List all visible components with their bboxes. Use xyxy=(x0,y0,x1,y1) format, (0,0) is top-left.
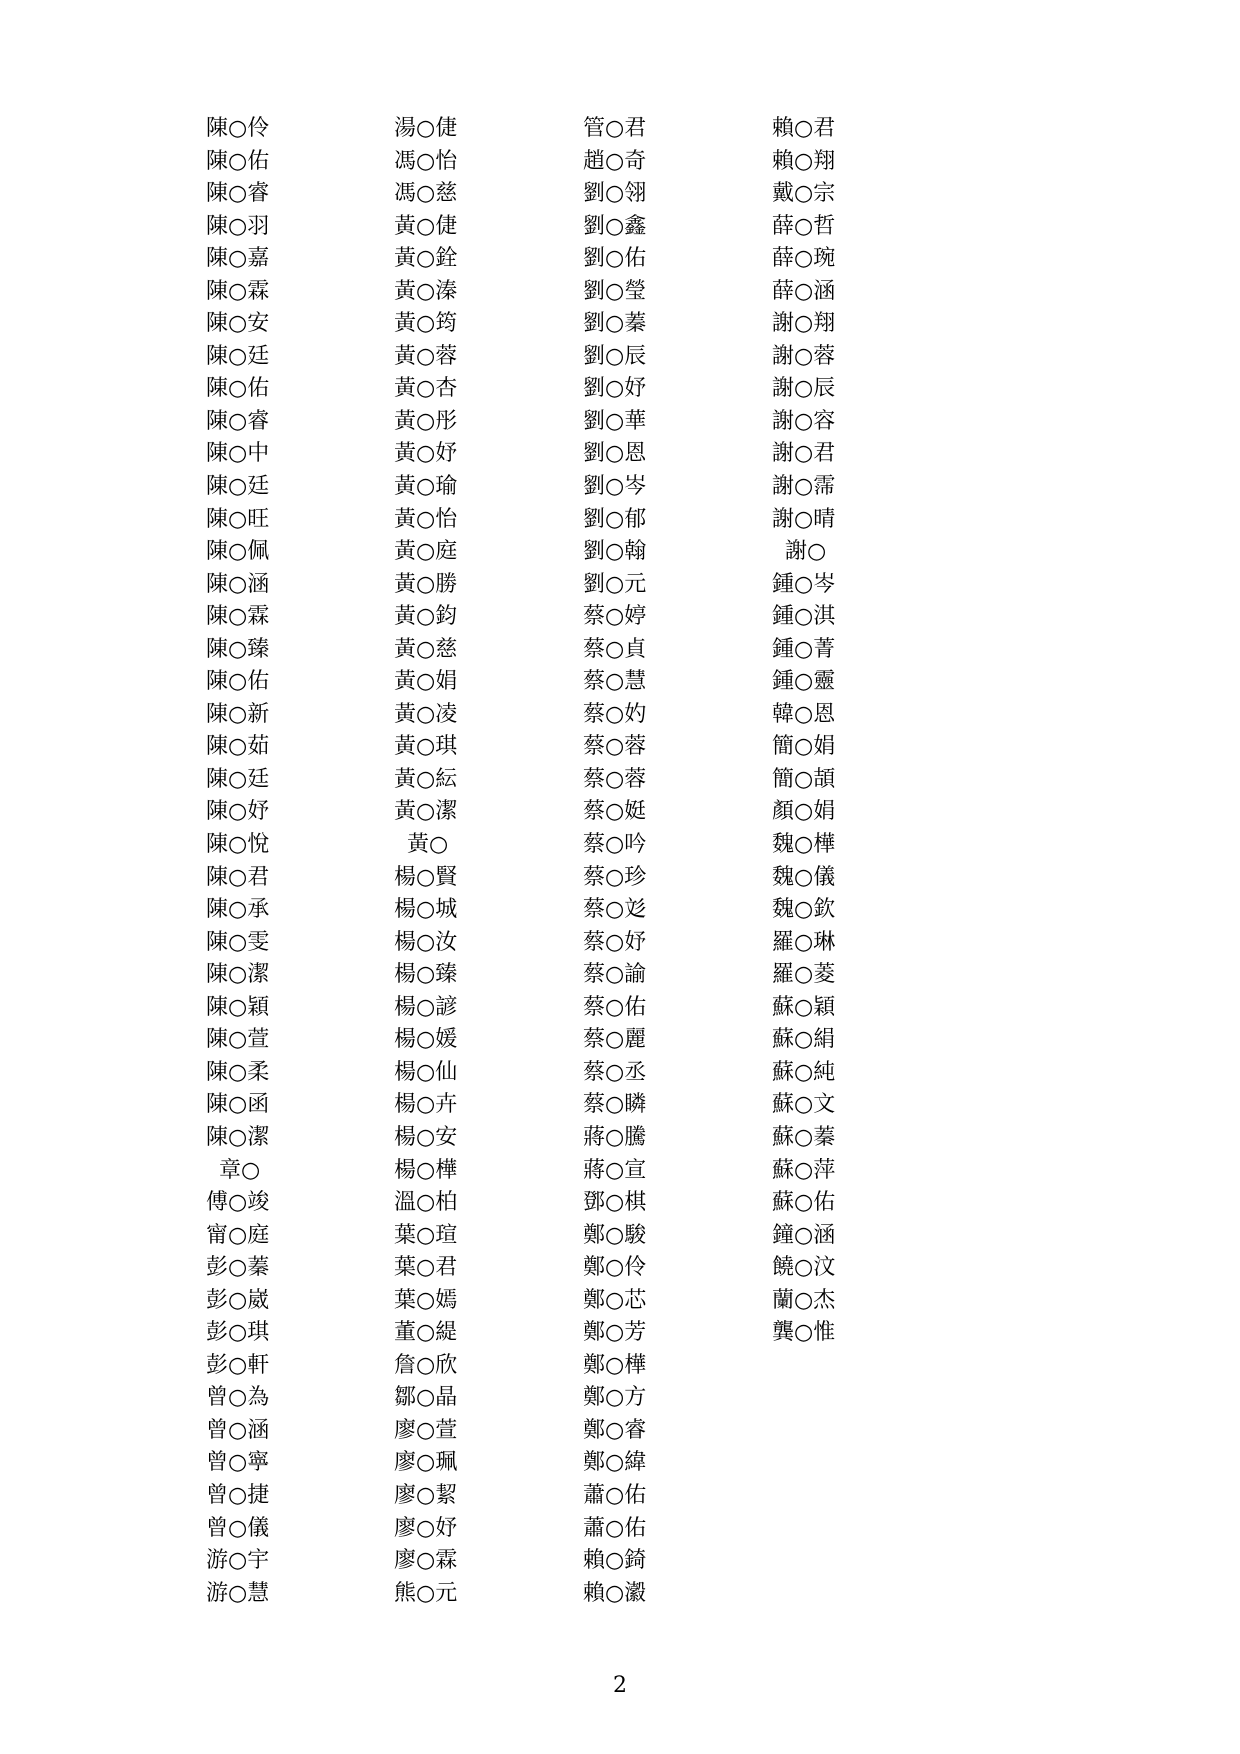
name-entry: 蔡○丞 xyxy=(583,1059,647,1085)
name-entry: 蔡○瞵 xyxy=(583,1092,647,1118)
name-entry: 董○緹 xyxy=(394,1320,458,1346)
name-entry: 陳○廷 xyxy=(206,343,270,369)
name-entry: 蔡○麗 xyxy=(583,1027,647,1053)
name-entry: 羅○菱 xyxy=(772,962,836,988)
name-entry: 鄭○芳 xyxy=(583,1320,647,1346)
name-entry: 彭○軒 xyxy=(206,1352,270,1378)
name-entry: 詹○欣 xyxy=(394,1352,458,1378)
name-entry: 葉○瑄 xyxy=(394,1222,458,1248)
name-entry: 謝○翔 xyxy=(772,311,836,337)
name-entry: 廖○妤 xyxy=(394,1515,458,1541)
name-entry: 陳○伶 xyxy=(206,116,270,141)
name-entry: 蔡○貞 xyxy=(583,636,647,662)
name-entry: 謝○辰 xyxy=(772,376,836,402)
name-entry: 曾○為 xyxy=(206,1385,270,1411)
name-entry: 蕭○佑 xyxy=(583,1482,647,1508)
name-entry: 楊○諺 xyxy=(394,994,458,1020)
name-entry: 陳○潔 xyxy=(206,1124,270,1150)
name-entry: 羅○琳 xyxy=(772,929,836,955)
name-column-2 xyxy=(394,113,504,1610)
name-entry: 黃○彤 xyxy=(394,408,458,434)
name-entry: 葉○君 xyxy=(394,1255,458,1281)
name-entry: 劉○佑 xyxy=(583,246,647,272)
name-entry: 陳○函 xyxy=(206,1092,270,1118)
name-entry: 蘭○杰 xyxy=(772,1287,836,1313)
name-entry: 黃○潔 xyxy=(394,799,458,825)
name-entry: 蔡○婷 xyxy=(583,604,647,630)
name-entry: 陳○柔 xyxy=(206,1059,270,1085)
name-entry: 魏○樺 xyxy=(772,832,836,858)
name-entry: 黃○ xyxy=(407,832,449,858)
name-entry: 黃○慈 xyxy=(394,636,458,662)
name-entry: 陳○新 xyxy=(206,701,270,727)
name-entry: 陳○安 xyxy=(206,311,270,337)
name-entry: 廖○霖 xyxy=(394,1548,458,1574)
name-entry: 劉○辰 xyxy=(583,343,647,369)
name-entry: 賴○翔 xyxy=(772,148,836,174)
name-entry: 楊○賢 xyxy=(394,864,458,890)
name-entry: 賴○錡 xyxy=(583,1548,647,1574)
name-entry: 陳○霖 xyxy=(206,278,270,304)
name-entry: 戴○宗 xyxy=(772,181,836,207)
name-entry: 陳○佑 xyxy=(206,376,270,402)
name-entry: 陳○穎 xyxy=(206,994,270,1020)
name-entry: 鄭○睿 xyxy=(583,1417,647,1443)
name-entry: 曾○捷 xyxy=(206,1482,270,1508)
name-entry: 管○君 xyxy=(583,116,647,141)
name-entry: 溫○柏 xyxy=(394,1190,458,1216)
name-entry: 劉○蓁 xyxy=(583,311,647,337)
name-entry: 黃○勝 xyxy=(394,571,458,597)
name-entry: 游○宇 xyxy=(206,1548,270,1574)
name-entry: 鄭○伶 xyxy=(583,1255,647,1281)
name-entry: 馮○怡 xyxy=(394,148,458,174)
page-number: 2 xyxy=(613,1673,627,1698)
name-entry: 劉○翰 xyxy=(583,539,647,565)
name-entry: 蔡○妁 xyxy=(583,701,647,727)
name-entry: 黃○瑜 xyxy=(394,474,458,500)
name-entry: 陳○茹 xyxy=(206,734,270,760)
name-entry: 陳○睿 xyxy=(206,181,270,207)
name-entry: 陳○嘉 xyxy=(206,246,270,272)
name-entry: 廖○絜 xyxy=(394,1482,458,1508)
name-entry: 謝○晴 xyxy=(772,506,836,532)
name-entry: 陳○羽 xyxy=(206,213,270,239)
name-entry: 陳○中 xyxy=(206,441,270,467)
name-entry: 蕭○佑 xyxy=(583,1515,647,1541)
name-entry: 甯○庭 xyxy=(206,1222,270,1248)
name-entry: 劉○恩 xyxy=(583,441,647,467)
name-entry: 薛○涵 xyxy=(772,278,836,304)
name-entry: 楊○仙 xyxy=(394,1059,458,1085)
name-entry: 陳○悅 xyxy=(206,832,270,858)
name-entry: 謝○霈 xyxy=(772,474,836,500)
name-entry: 饒○汶 xyxy=(772,1255,836,1281)
name-entry: 蔡○諭 xyxy=(583,962,647,988)
name-entry: 葉○嫣 xyxy=(394,1287,458,1313)
name-entry: 陳○佩 xyxy=(206,539,270,565)
name-entry: 陳○廷 xyxy=(206,474,270,500)
name-entry: 謝○ xyxy=(785,539,827,565)
name-entry: 魏○欽 xyxy=(772,897,836,923)
name-entry: 曾○寧 xyxy=(206,1450,270,1476)
name-entry: 謝○容 xyxy=(772,408,836,434)
name-entry: 彭○琪 xyxy=(206,1320,270,1346)
name-entry: 黃○溱 xyxy=(394,278,458,304)
name-entry: 蔡○妤 xyxy=(583,929,647,955)
name-entry: 薛○琬 xyxy=(772,246,836,272)
name-entry: 鄭○方 xyxy=(583,1385,647,1411)
name-entry: 劉○鑫 xyxy=(583,213,647,239)
name-entry: 鍾○菁 xyxy=(772,636,836,662)
name-entry: 游○慧 xyxy=(206,1580,270,1606)
name-entry: 蔡○慧 xyxy=(583,669,647,695)
name-entry: 劉○翎 xyxy=(583,181,647,207)
name-entry: 鐘○涵 xyxy=(772,1222,836,1248)
name-entry: 黃○妤 xyxy=(394,441,458,467)
name-entry: 陳○佑 xyxy=(206,148,270,174)
name-entry: 劉○元 xyxy=(583,571,647,597)
name-entry: 楊○安 xyxy=(394,1124,458,1150)
name-entry: 鍾○岑 xyxy=(772,571,836,597)
name-entry: 蔡○佑 xyxy=(583,994,647,1020)
name-entry: 彭○蓁 xyxy=(206,1255,270,1281)
name-entry: 鄧○棋 xyxy=(583,1190,647,1216)
name-entry: 劉○妤 xyxy=(583,376,647,402)
name-entry: 廖○珮 xyxy=(394,1450,458,1476)
name-entry: 陳○雯 xyxy=(206,929,270,955)
name-entry: 魏○儀 xyxy=(772,864,836,890)
name-entry: 蘇○穎 xyxy=(772,994,836,1020)
name-entry: 曾○儀 xyxy=(206,1515,270,1541)
name-entry: 陳○萱 xyxy=(206,1027,270,1053)
name-entry: 蘇○文 xyxy=(772,1092,836,1118)
name-entry: 鍾○靈 xyxy=(772,669,836,695)
name-entry: 湯○倢 xyxy=(394,116,458,141)
name-entry: 黃○筠 xyxy=(394,311,458,337)
name-entry: 楊○樺 xyxy=(394,1157,458,1183)
name-entry: 黃○紜 xyxy=(394,766,458,792)
name-entry: 賴○君 xyxy=(772,116,836,141)
name-entry: 楊○臻 xyxy=(394,962,458,988)
name-entry: 黃○庭 xyxy=(394,539,458,565)
name-entry: 馮○慈 xyxy=(394,181,458,207)
name-entry: 蔡○彣 xyxy=(583,897,647,923)
name-entry: 楊○汝 xyxy=(394,929,458,955)
name-entry: 熊○元 xyxy=(394,1580,458,1606)
name-entry: 陳○臻 xyxy=(206,636,270,662)
name-column-3 xyxy=(583,113,693,1610)
name-entry: 鄭○樺 xyxy=(583,1352,647,1378)
name-entry: 陳○妤 xyxy=(206,799,270,825)
name-entry: 蔡○珍 xyxy=(583,864,647,890)
name-entry: 劉○華 xyxy=(583,408,647,434)
name-entry: 蘇○絹 xyxy=(772,1027,836,1053)
name-entry: 黃○蓉 xyxy=(394,343,458,369)
name-entry: 劉○瑩 xyxy=(583,278,647,304)
name-entry: 蔡○娗 xyxy=(583,799,647,825)
name-entry: 劉○岑 xyxy=(583,474,647,500)
name-entry: 章○ xyxy=(219,1157,261,1183)
name-entry: 蘇○萍 xyxy=(772,1157,836,1183)
name-entry: 曾○涵 xyxy=(206,1417,270,1443)
name-entry: 鍾○淇 xyxy=(772,604,836,630)
name-entry: 鄭○芯 xyxy=(583,1287,647,1313)
name-entry: 簡○頡 xyxy=(772,766,836,792)
name-entry: 韓○恩 xyxy=(772,701,836,727)
name-entry: 陳○廷 xyxy=(206,766,270,792)
name-entry: 黃○鈞 xyxy=(394,604,458,630)
name-entry: 楊○城 xyxy=(394,897,458,923)
name-entry: 黃○杏 xyxy=(394,376,458,402)
name-entry: 謝○君 xyxy=(772,441,836,467)
name-entry: 傅○竣 xyxy=(206,1190,270,1216)
name-entry: 簡○娟 xyxy=(772,734,836,760)
name-entry: 蔡○蓉 xyxy=(583,766,647,792)
name-entry: 陳○佑 xyxy=(206,669,270,695)
name-entry: 黃○凌 xyxy=(394,701,458,727)
name-entry: 龔○惟 xyxy=(772,1320,836,1346)
name-entry: 蔡○蓉 xyxy=(583,734,647,760)
name-entry: 楊○卉 xyxy=(394,1092,458,1118)
name-entry: 黃○琪 xyxy=(394,734,458,760)
name-entry: 蘇○純 xyxy=(772,1059,836,1085)
name-entry: 鄭○緯 xyxy=(583,1450,647,1476)
name-entry: 賴○瀫 xyxy=(583,1580,647,1606)
name-entry: 黃○銓 xyxy=(394,246,458,272)
name-column-1 xyxy=(206,113,316,1610)
name-entry: 陳○君 xyxy=(206,864,270,890)
name-entry: 黃○娟 xyxy=(394,669,458,695)
name-entry: 陳○潔 xyxy=(206,962,270,988)
name-entry: 顏○娟 xyxy=(772,799,836,825)
name-entry: 陳○涵 xyxy=(206,571,270,597)
name-entry: 蔣○騰 xyxy=(583,1124,647,1150)
name-column-4 xyxy=(772,113,882,1350)
name-entry: 蘇○蓁 xyxy=(772,1124,836,1150)
name-entry: 楊○媛 xyxy=(394,1027,458,1053)
name-entry: 趙○奇 xyxy=(583,148,647,174)
name-entry: 黃○倢 xyxy=(394,213,458,239)
name-entry: 陳○霖 xyxy=(206,604,270,630)
name-entry: 蔣○宣 xyxy=(583,1157,647,1183)
name-entry: 黃○怡 xyxy=(394,506,458,532)
name-entry: 陳○旺 xyxy=(206,506,270,532)
name-entry: 陳○睿 xyxy=(206,408,270,434)
name-entry: 鄭○駿 xyxy=(583,1222,647,1248)
name-entry: 蘇○佑 xyxy=(772,1190,836,1216)
name-entry: 謝○蓉 xyxy=(772,343,836,369)
name-entry: 蔡○吟 xyxy=(583,832,647,858)
name-entry: 廖○萱 xyxy=(394,1417,458,1443)
name-entry: 劉○郁 xyxy=(583,506,647,532)
name-entry: 薛○哲 xyxy=(772,213,836,239)
name-entry: 鄒○晶 xyxy=(394,1385,458,1411)
name-entry: 陳○承 xyxy=(206,897,270,923)
name-entry: 彭○崴 xyxy=(206,1287,270,1313)
